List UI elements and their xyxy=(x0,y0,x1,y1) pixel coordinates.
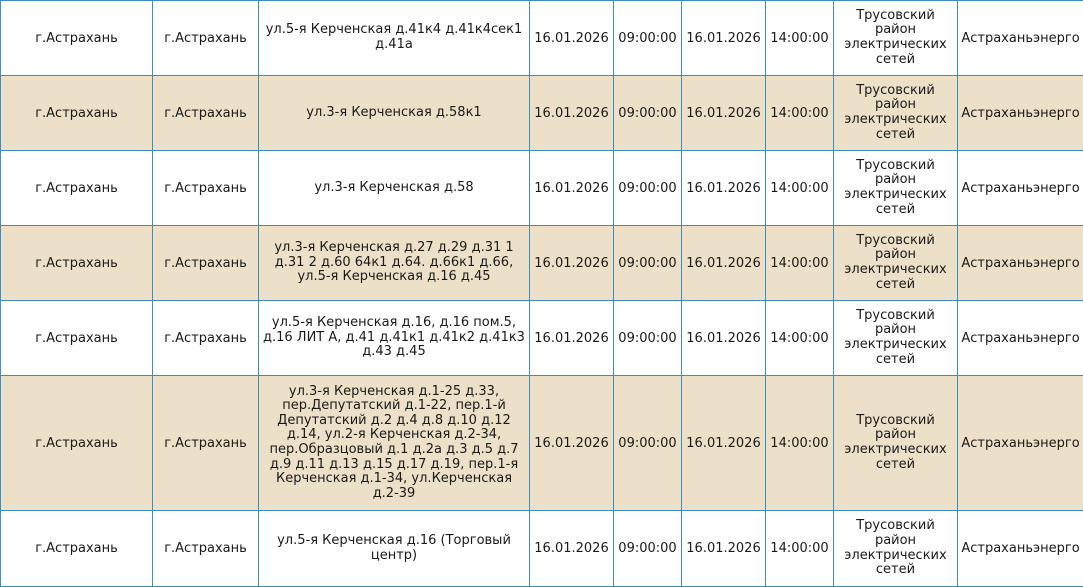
address-cell: ул.5-я Керченская д.16, д.16 пом.5, д.16 ЛИТ А, д.41 д.41к1 д.41к2 д.41к3 д.43 д.45 xyxy=(259,301,530,376)
table-row xyxy=(1,1,1083,76)
organization-cell: Астраханьэнерго xyxy=(958,376,1083,511)
district-cell: Трусовский район электрических сетей xyxy=(834,76,958,151)
table-row xyxy=(1,151,1083,226)
city-cell: г.Астрахань xyxy=(1,301,153,376)
city-cell: г.Астрахань xyxy=(1,226,153,301)
start-date-cell: 16.01.2026 xyxy=(530,76,614,151)
start-time-cell: 09:00:00 xyxy=(614,151,682,226)
organization-cell: Астраханьэнерго xyxy=(958,1,1083,76)
end-date-cell: 16.01.2026 xyxy=(682,1,766,76)
table-row xyxy=(1,76,1083,151)
city-cell: г.Астрахань xyxy=(1,1,153,76)
city-cell: г.Астрахань xyxy=(1,76,153,151)
end-date-cell: 16.01.2026 xyxy=(682,301,766,376)
end-time-cell: 14:00:00 xyxy=(766,76,834,151)
end-time-cell: 14:00:00 xyxy=(766,376,834,511)
address-cell: ул.3-я Керченская д.58 xyxy=(259,151,530,226)
locality-cell: г.Астрахань xyxy=(153,151,259,226)
district-cell: Трусовский район электрических сетей xyxy=(834,151,958,226)
end-time-cell: 14:00:00 xyxy=(766,226,834,301)
city-cell: г.Астрахань xyxy=(1,376,153,511)
table-row xyxy=(1,226,1083,301)
end-time-cell: 14:00:00 xyxy=(766,1,834,76)
start-date-cell: 16.01.2026 xyxy=(530,511,614,587)
end-time-cell: 14:00:00 xyxy=(766,151,834,226)
address-cell: ул.5-я Керченская д.16 (Торговый центр) xyxy=(259,511,530,587)
start-date-cell: 16.01.2026 xyxy=(530,226,614,301)
end-date-cell: 16.01.2026 xyxy=(682,76,766,151)
district-cell: Трусовский район электрических сетей xyxy=(834,226,958,301)
address-cell: ул.3-я Керченская д.1-25 д.33, пер.Депутатский д.1-22, пер.1-й Депутатский д.2 д.4 д.8 д.10 д.12 д.14, ул.2-я Керченская д.2-34, пер.Образцовый д.1 д.2а д.3 д.5 д.7 д.9 д.11 д.13 д.15 д.17 д.19, пер.1-я Керченская д.1-34, ул.Керченская д.2-39 xyxy=(259,376,530,511)
end-date-cell: 16.01.2026 xyxy=(682,151,766,226)
end-time-cell: 14:00:00 xyxy=(766,301,834,376)
start-date-cell: 16.01.2026 xyxy=(530,151,614,226)
organization-cell: Астраханьэнерго xyxy=(958,511,1083,587)
table-row xyxy=(1,511,1083,587)
address-cell: ул.5-я Керченская д.41к4 д.41к4сек1 д.41а xyxy=(259,1,530,76)
start-time-cell: 09:00:00 xyxy=(614,226,682,301)
district-cell: Трусовский район электрических сетей xyxy=(834,511,958,587)
locality-cell: г.Астрахань xyxy=(153,301,259,376)
locality-cell: г.Астрахань xyxy=(153,376,259,511)
city-cell: г.Астрахань xyxy=(1,151,153,226)
organization-cell: Астраханьэнерго xyxy=(958,76,1083,151)
start-time-cell: 09:00:00 xyxy=(614,301,682,376)
district-cell: Трусовский район электрических сетей xyxy=(834,1,958,76)
table-row xyxy=(1,301,1083,376)
table-row xyxy=(1,376,1083,511)
start-date-cell: 16.01.2026 xyxy=(530,1,614,76)
start-time-cell: 09:00:00 xyxy=(614,376,682,511)
start-time-cell: 09:00:00 xyxy=(614,511,682,587)
city-cell: г.Астрахань xyxy=(1,511,153,587)
start-date-cell: 16.01.2026 xyxy=(530,376,614,511)
end-date-cell: 16.01.2026 xyxy=(682,511,766,587)
start-time-cell: 09:00:00 xyxy=(614,76,682,151)
district-cell: Трусовский район электрических сетей xyxy=(834,301,958,376)
organization-cell: Астраханьэнерго xyxy=(958,151,1083,226)
end-time-cell: 14:00:00 xyxy=(766,511,834,587)
address-cell: ул.3-я Керченская д.58к1 xyxy=(259,76,530,151)
district-cell: Трусовский район электрических сетей xyxy=(834,376,958,511)
end-date-cell: 16.01.2026 xyxy=(682,226,766,301)
start-time-cell: 09:00:00 xyxy=(614,1,682,76)
organization-cell: Астраханьэнерго xyxy=(958,301,1083,376)
start-date-cell: 16.01.2026 xyxy=(530,301,614,376)
locality-cell: г.Астрахань xyxy=(153,1,259,76)
end-date-cell: 16.01.2026 xyxy=(682,376,766,511)
locality-cell: г.Астрахань xyxy=(153,226,259,301)
locality-cell: г.Астрахань xyxy=(153,511,259,587)
address-cell: ул.3-я Керченская д.27 д.29 д.31 1 д.31 2 д.60 64к1 д.64. д.66к1 д.66, ул.5-я Керченская д.16 д.45 xyxy=(259,226,530,301)
organization-cell: Астраханьэнерго xyxy=(958,226,1083,301)
locality-cell: г.Астрахань xyxy=(153,76,259,151)
